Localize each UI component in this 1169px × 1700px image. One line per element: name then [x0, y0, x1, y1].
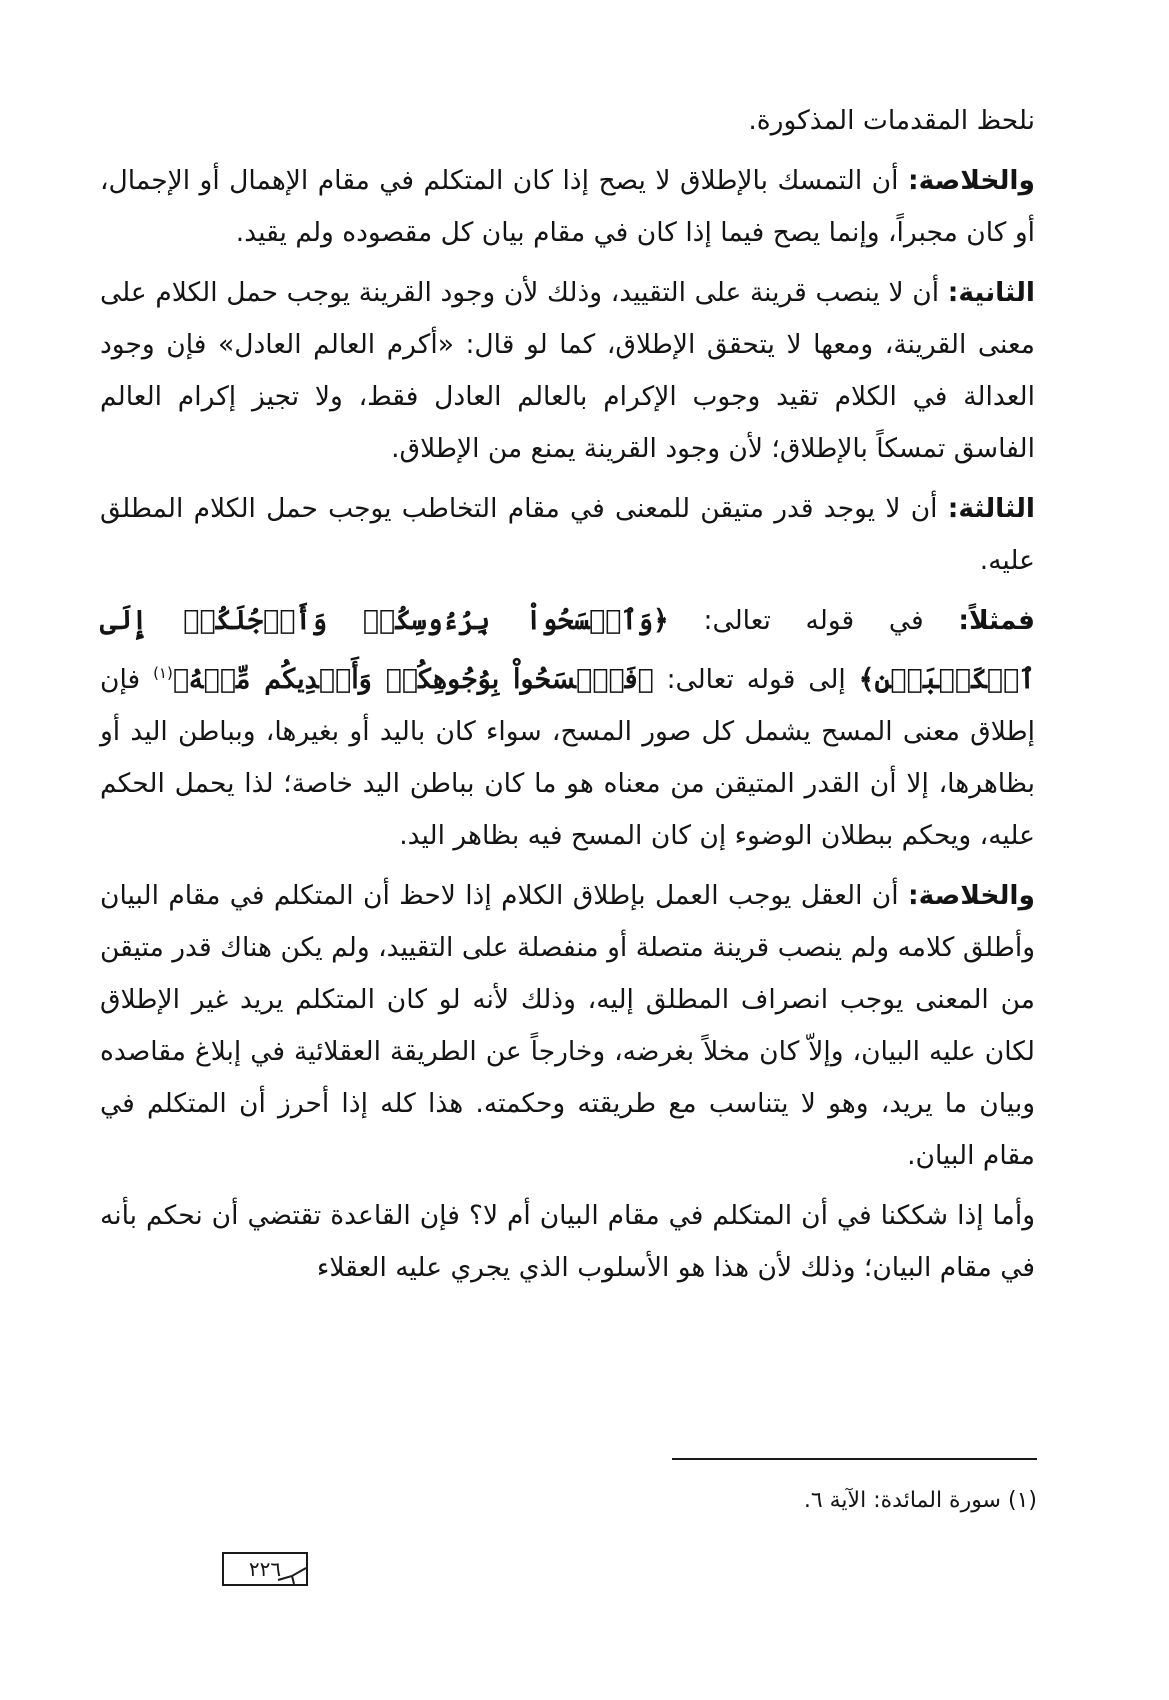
paragraph-text: أن التمسك بالإطلاق لا يصح إذا كان المتكلم في مقام الإهمال أو الإجمال، أو كان مجبراً، وإنما يصح فيما إذا كان في مقام بيان كل مقصوده ولم يقيد. [100, 165, 1035, 248]
paragraph [100, 1190, 1035, 1294]
paragraph-lead: الثانية: [947, 277, 1035, 308]
footnote-reference: (١) [153, 664, 173, 682]
paragraph-text: نلحظ المقدمات المذكورة. [748, 105, 1035, 136]
footnote-separator [672, 1458, 1037, 1460]
example-between: إلى قوله تعالى: [653, 663, 859, 695]
example-lead: فمثلاً: [958, 605, 1035, 636]
page-corner-icon [276, 1566, 308, 1586]
example-paragraph [100, 595, 1035, 862]
page-body [100, 95, 1035, 1302]
paragraph [100, 483, 1035, 587]
paragraph [100, 155, 1035, 259]
paragraph [100, 95, 1035, 147]
paragraph-lead: الثالثة: [947, 493, 1035, 524]
footnote: (١) سورة المائدة: الآية ٦. [803, 1488, 1037, 1513]
example-rest: فإن إطلاق معنى المسح يشمل كل صور المسح، سواء كان باليد أو بغيرها، وبباطن اليد أو بظاهرها، إلا أن القدر المتيقن من معناه هو ما كان بباطن اليد خاصة؛ لذا يحمل الحكم عليه، ويحكم ببطلان الوضوء إن كان المسح فيه بظاهر اليد. [100, 663, 1035, 851]
quran-verse-2: ﴿فَٱمۡسَحُواْ بِوُجُوهِكُمۡ وَأَيۡدِيكُم مِّنۡهُ﴾ [172, 663, 654, 695]
paragraph [100, 870, 1035, 1182]
page-number-text: ٢٢٦ [248, 1557, 282, 1581]
paragraph-lead: والخلاصة: [907, 165, 1035, 196]
paragraph-lead: والخلاصة: [907, 879, 1035, 911]
paragraph-text: أن العقل يوجب العمل بإطلاق الكلام إذا لاحظ أن المتكلم في مقام البيان وأطلق كلامه ولم ينصب قرينة متصلة أو منفصلة على التقييد، ولم يكن هناك قدر متيقن من المعنى يوجب انصراف المطلق إليه، وذلك لأنه لو كان المتكلم يريد غير الإطلاق لكان عليه البيان، وإلاّ كان مخلاً بغرضه، وخارجاً عن الطريقة العقلائية في إبلاغ مقاصده وبيان ما يريد، وهو لا يتناسب مع طريقته وحكمته. هذا كله إذا أحرز أن المتكلم في مقام البيان. [100, 879, 1035, 1171]
example-intro: في قوله تعالى: [668, 605, 959, 636]
paragraph-text: وأما إذا شككنا في أن المتكلم في مقام البيان أم لا؟ فإن القاعدة تقتضي أن نحكم بأنه في مقام البيان؛ وذلك لأن هذا هو الأسلوب الذي يجري عليه العقلاء [100, 1199, 1035, 1283]
paragraph [100, 267, 1035, 475]
paragraph-text: أن لا يوجد قدر متيقن للمعنى في مقام التخاطب يوجب حمل الكلام المطلق عليه. [100, 493, 1035, 576]
paragraph-text: أن لا ينصب قرينة على التقييد، وذلك لأن وجود القرينة يوجب حمل الكلام على معنى القرينة، ومعها لا يتحقق الإطلاق، كما لو قال: «أكرم العالم العادل» فإن وجود العدالة في الكلام تقيد وجوب الإكرام بالعالم العادل فقط، ولا تجيز إكرام العالم الفاسق تمسكاً بالإطلاق؛ لأن وجود القرينة يمنع من الإطلاق. [100, 277, 1035, 464]
quran-verse-1: ﴿وَٱمۡسَحُواْ بِرُءُوسِكُمۡ وَأَرۡجُلَكُمۡ إِلَى ٱلۡكَعۡبَيۡنِ﴾ [100, 605, 1035, 695]
